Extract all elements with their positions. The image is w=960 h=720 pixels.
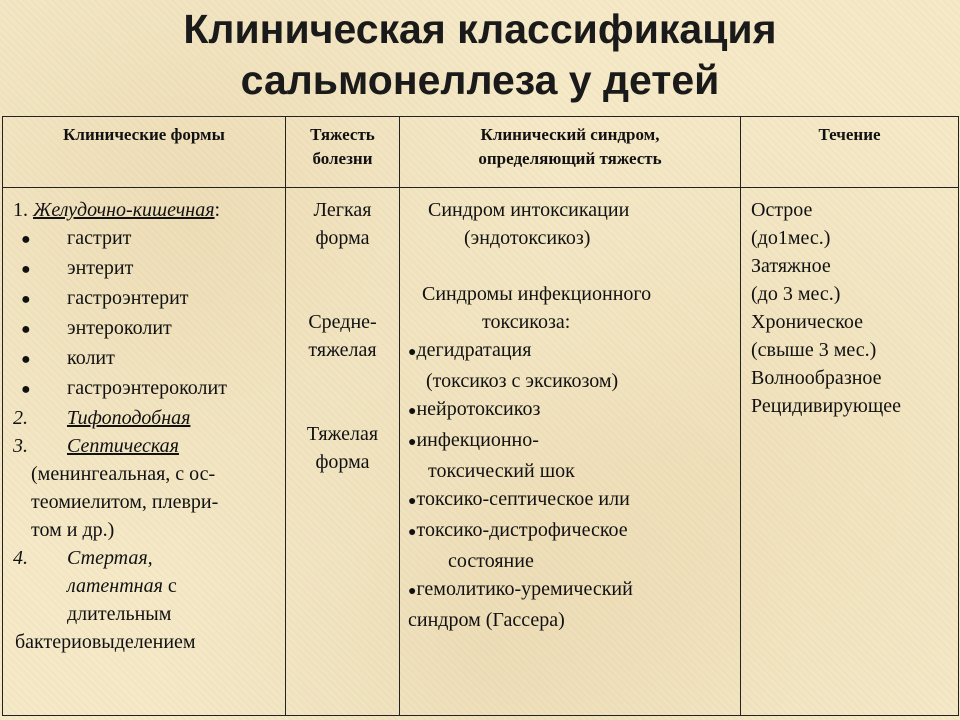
syndrome-infectious: Синдромы инфекционного <box>422 283 652 305</box>
syndrome-item: ●гемолитико-уремический <box>408 578 633 600</box>
header-syndrome: Клинический синдром, определяющий тяжесть <box>400 117 741 188</box>
bullet-icon: ● <box>21 321 31 338</box>
slide-title <box>0 4 960 106</box>
course-item: Затяжное <box>751 255 831 277</box>
course-item: (свыше 3 мес.) <box>751 339 877 361</box>
form-3-desc: (менингеальная, с ос- <box>31 463 216 485</box>
syndrome-item: ●токсико-септическое или <box>408 488 630 510</box>
classification-table <box>2 116 959 716</box>
form-1-item: ● гастрит <box>13 224 285 254</box>
form-4-desc: длительным <box>67 603 172 625</box>
syndrome-item: ●нейротоксикоз <box>408 398 541 420</box>
course-item: Рецидивирующее <box>751 395 901 417</box>
bullet-icon: ● <box>21 261 31 278</box>
form-1: 1. Желудочно-кишечная: <box>13 199 221 221</box>
bullet-icon: ● <box>21 291 31 308</box>
syndrome-item: ●инфекционно- <box>408 429 539 451</box>
course-item: (до 3 мес.) <box>751 283 841 305</box>
form-1-item: ● энтероколит <box>13 314 285 344</box>
severity-light: Легкая <box>313 199 372 221</box>
syndrome-item: состояние <box>448 550 534 572</box>
syndrome-item: ●токсико-дистрофическое <box>408 519 628 541</box>
syndrome-cell <box>400 188 741 716</box>
syndrome-item: ●дегидратация <box>408 339 532 361</box>
body-row <box>3 188 959 716</box>
form-4-desc: бактериовыделением <box>15 631 196 653</box>
form-1-item: ● гастроэнтерит <box>13 284 285 314</box>
header-row <box>3 117 959 188</box>
bullet-icon: ● <box>408 345 417 360</box>
bullet-icon: ● <box>408 525 417 540</box>
syndrome-intox: (эндотоксикоз) <box>464 227 591 249</box>
severity-light: форма <box>315 227 370 249</box>
severity-heavy: форма <box>315 451 370 473</box>
course-item: (до1мес.) <box>751 227 831 249</box>
form-4-name: латентная с <box>67 575 177 597</box>
severity-medium: Средне- <box>308 311 377 333</box>
bullet-icon: ● <box>408 584 417 599</box>
form-3: 3. Септическая <box>13 435 179 457</box>
header-severity: Тяжесть болезни <box>286 117 400 188</box>
bullet-icon: ● <box>408 435 417 450</box>
severity-heavy: Тяжелая <box>306 423 379 445</box>
bullet-icon: ● <box>408 404 417 419</box>
form-1-item: ● гастроэнтероколит <box>13 374 285 404</box>
title-line-1: Клиническая классификация <box>183 6 777 52</box>
form-1-item: ● энтерит <box>13 254 285 284</box>
course-item: Хроническое <box>751 311 863 333</box>
form-1-item: ● колит <box>13 344 285 374</box>
syndrome-item: синдром (Гассера) <box>408 609 565 631</box>
course-item: Острое <box>751 199 813 221</box>
syndrome-infectious: токсикоза: <box>482 311 571 333</box>
bullet-icon: ● <box>21 381 31 398</box>
header-course: Течение <box>741 117 959 188</box>
title-line-2: сальмонеллеза у детей <box>240 57 720 103</box>
syndrome-intox: Синдром интоксикации <box>428 199 630 221</box>
syndrome-item: токсический шок <box>428 460 575 482</box>
form-3-desc: том и др.) <box>31 519 115 541</box>
bullet-icon: ● <box>21 351 31 368</box>
severity-medium: тяжелая <box>308 339 377 361</box>
forms-cell <box>3 188 286 716</box>
header-forms: Клинические формы <box>3 117 286 188</box>
form-2: 2. Тифоподобная <box>13 407 191 429</box>
course-cell <box>741 188 959 716</box>
syndrome-item: (токсикоз с эксикозом) <box>426 370 619 392</box>
course-item: Волнообразное <box>751 367 882 389</box>
bullet-icon: ● <box>21 231 31 248</box>
form-3-desc: теомиелитом, плеври- <box>31 491 219 513</box>
form-4: 4. Стертая, <box>13 547 153 569</box>
severity-cell <box>286 188 400 716</box>
bullet-icon: ● <box>408 494 417 509</box>
